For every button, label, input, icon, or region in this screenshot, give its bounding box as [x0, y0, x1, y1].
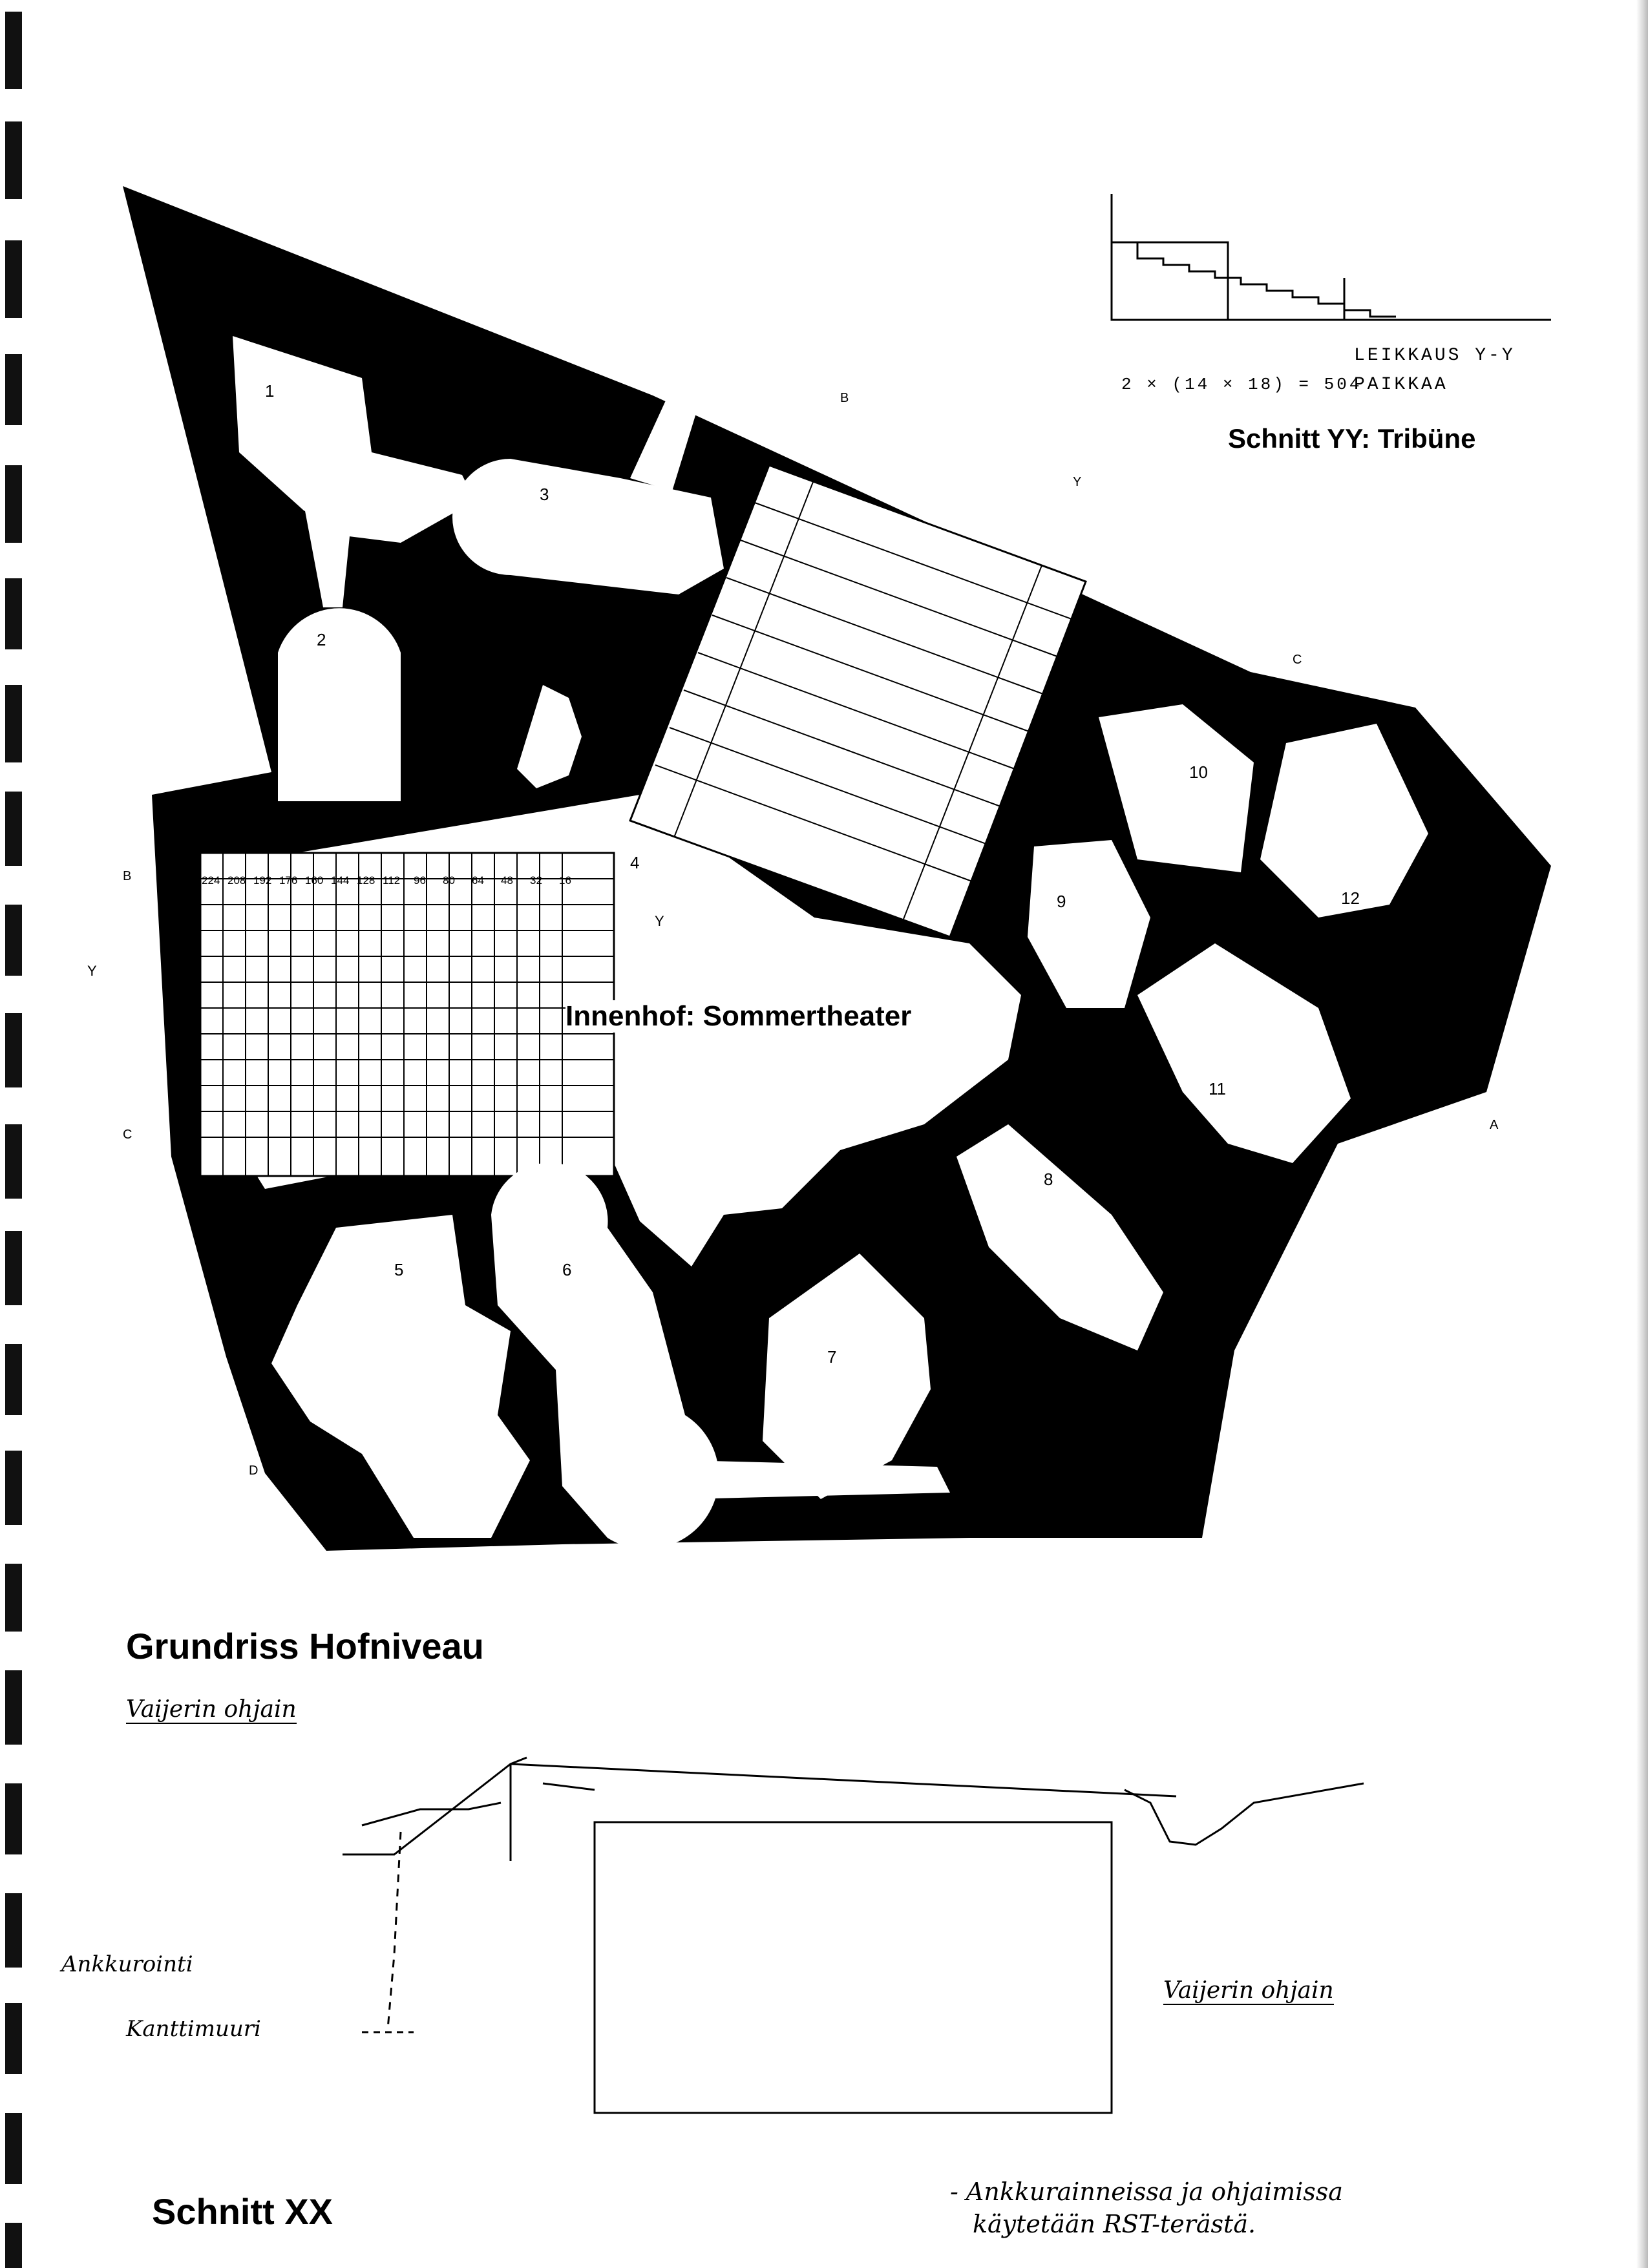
room-number: 5	[394, 1260, 404, 1279]
seat-count: 224	[202, 874, 220, 887]
binding-hole	[5, 240, 22, 318]
section-xx-title: Schnitt XX	[152, 2191, 333, 2232]
binding-hole	[5, 685, 22, 762]
binding-hole	[5, 1451, 22, 1525]
section-marker: Y	[1073, 475, 1082, 489]
room-number: 12	[1341, 888, 1360, 908]
section-yy-title: Schnitt YY: Tribüne	[1228, 423, 1476, 454]
binding-hole	[5, 1893, 22, 1968]
room-number: 4	[630, 853, 640, 872]
room-number: 6	[562, 1260, 572, 1279]
seat-count: 208	[227, 874, 246, 887]
passage-7	[685, 1460, 950, 1499]
binding-hole	[5, 1124, 22, 1199]
binding-hole	[5, 12, 22, 89]
seat-count: 48	[501, 874, 513, 887]
section-marker: Y	[87, 963, 97, 979]
room-number: 11	[1209, 1079, 1226, 1098]
section-marker: B	[840, 391, 849, 405]
scan-shadow	[1636, 0, 1648, 2268]
seat-count: 96	[414, 874, 426, 887]
section-yy-profile	[1112, 194, 1551, 320]
binding-hole	[5, 1783, 22, 1854]
binding-strip	[5, 12, 22, 2268]
note-edge-wall: Kanttimuuri	[126, 2016, 261, 2042]
room-number: 3	[540, 485, 549, 504]
binding-hole	[5, 1564, 22, 1632]
note-anchoring: Ankkurointi	[61, 1951, 193, 1977]
seat-count: 144	[331, 874, 350, 887]
capacity-formula: 2 × (14 × 18) = 504	[1121, 375, 1362, 394]
binding-hole	[5, 905, 22, 976]
room-number: 9	[1057, 892, 1066, 911]
room-number: 1	[265, 381, 275, 401]
seat-count: 64	[472, 874, 484, 887]
courtyard-label: Innenhof: Sommertheater	[565, 1000, 912, 1032]
binding-hole	[5, 792, 22, 866]
binding-hole	[5, 578, 22, 649]
binding-hole	[5, 2113, 22, 2184]
seat-count: 176	[279, 874, 298, 887]
binding-hole	[5, 1670, 22, 1745]
paikkaa-label: PAIKKAA	[1354, 375, 1448, 395]
binding-hole	[5, 354, 22, 425]
binding-hole	[5, 2223, 22, 2268]
binding-hole	[5, 121, 22, 199]
seat-count: 160	[305, 874, 324, 887]
note-wire-guide-top: Vaijerin ohjain	[126, 1696, 297, 1723]
section-marker: C	[1293, 653, 1302, 667]
room-number: 7	[827, 1347, 837, 1367]
plan-title: Grundriss Hofniveau	[126, 1626, 484, 1666]
section-marker: D	[249, 1464, 259, 1478]
tribune-west	[200, 853, 614, 1176]
section-marker: Y	[655, 913, 664, 929]
binding-hole	[5, 2003, 22, 2074]
section-xx-sketch	[343, 1758, 1364, 2113]
binding-hole	[5, 1231, 22, 1305]
room-2	[278, 608, 401, 801]
note-material-line1: - Ankkurainneissa ja ohjaimissa	[950, 2178, 1343, 2206]
leikkaus-label: LEIKKAUS Y-Y	[1354, 346, 1516, 366]
seat-count: 80	[443, 874, 455, 887]
binding-hole	[5, 1344, 22, 1415]
section-marker: A	[1490, 1118, 1499, 1132]
note-wire-guide-right: Vaijerin ohjain	[1163, 1977, 1334, 2004]
room-number: 2	[317, 630, 326, 649]
binding-hole	[5, 465, 22, 543]
room-number: 10	[1189, 762, 1208, 782]
room-number: 8	[1044, 1170, 1053, 1189]
seat-count: 32	[530, 874, 542, 887]
seat-count: 112	[383, 874, 401, 887]
section-marker: B	[123, 869, 132, 883]
note-material-line2: käytetään RST-terästä.	[973, 2210, 1256, 2238]
seat-count: 128	[357, 874, 375, 887]
binding-hole	[5, 1013, 22, 1087]
seat-count: 16	[559, 874, 571, 887]
seat-count: 192	[253, 874, 272, 887]
section-marker: C	[123, 1128, 132, 1142]
